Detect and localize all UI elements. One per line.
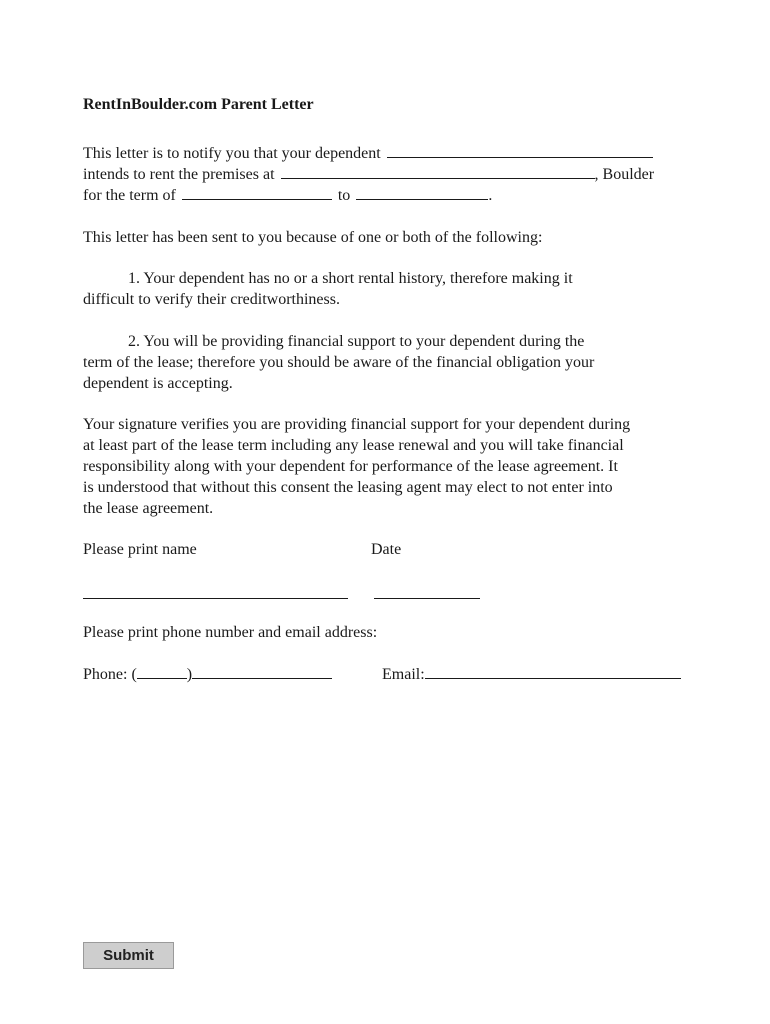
- print-name-field[interactable]: [83, 598, 348, 599]
- phone-row: [83, 664, 332, 685]
- date-label: Date: [371, 541, 402, 558]
- phone-label: Phone: (: [83, 666, 137, 683]
- term-of-label: for the term of: [83, 187, 176, 204]
- term-end-field[interactable]: [356, 185, 488, 200]
- email-row: [382, 664, 681, 685]
- premises-address-field[interactable]: [281, 164, 595, 179]
- notify-line-2-text: intends to rent the premises at: [83, 166, 275, 183]
- signature-paragraph-line-1: Your signature verifies you are providing financial support for your dependent during: [83, 416, 631, 433]
- print-name-label: Please print name: [83, 541, 197, 558]
- email-field[interactable]: [425, 664, 681, 679]
- submit-button[interactable]: Submit: [83, 942, 174, 969]
- signature-paragraph-line-2: at least part of the lease term including any lease renewal and you will take financial: [83, 437, 624, 454]
- phone-number-field[interactable]: [192, 664, 332, 679]
- dependent-name-field[interactable]: [387, 143, 653, 158]
- reasons-intro: This letter has been sent to you because of one or both of the following:: [83, 229, 543, 246]
- term-to-label: to: [337, 187, 351, 204]
- document-title: RentInBoulder.com Parent Letter: [83, 96, 314, 113]
- term-period: .: [488, 187, 493, 204]
- notify-line-2: [83, 164, 654, 185]
- reason-1-line-2: difficult to verify their creditworthiness.: [83, 291, 340, 308]
- email-label: Email:: [382, 666, 425, 683]
- notify-line-1-text: This letter is to notify you that your dependent: [83, 145, 381, 162]
- reason-1-line-1: 1. Your dependent has no or a short rental history, therefore making it: [128, 270, 573, 287]
- signature-paragraph-line-3: responsibility along with your dependent for performance of the lease agreement. It: [83, 458, 618, 475]
- phone-paren: ): [186, 666, 193, 683]
- signature-paragraph-line-4: is understood that without this consent the leasing agent may elect to not enter into: [83, 479, 613, 496]
- signature-paragraph-line-5: the lease agreement.: [83, 500, 214, 517]
- notify-line-3: [83, 185, 492, 206]
- phone-area-code-field[interactable]: [137, 664, 187, 679]
- reason-2-line-2: term of the lease; therefore you should be aware of the financial obligation your: [83, 354, 595, 371]
- reason-2-line-3: dependent is accepting.: [83, 375, 233, 392]
- date-field[interactable]: [374, 598, 480, 599]
- boulder-suffix: , Boulder: [594, 166, 655, 183]
- notify-line-1: [83, 143, 653, 164]
- reason-2-line-1: 2. You will be providing financial support to your dependent during the: [128, 333, 585, 350]
- contact-intro: Please print phone number and email address:: [83, 624, 378, 641]
- term-start-field[interactable]: [182, 185, 332, 200]
